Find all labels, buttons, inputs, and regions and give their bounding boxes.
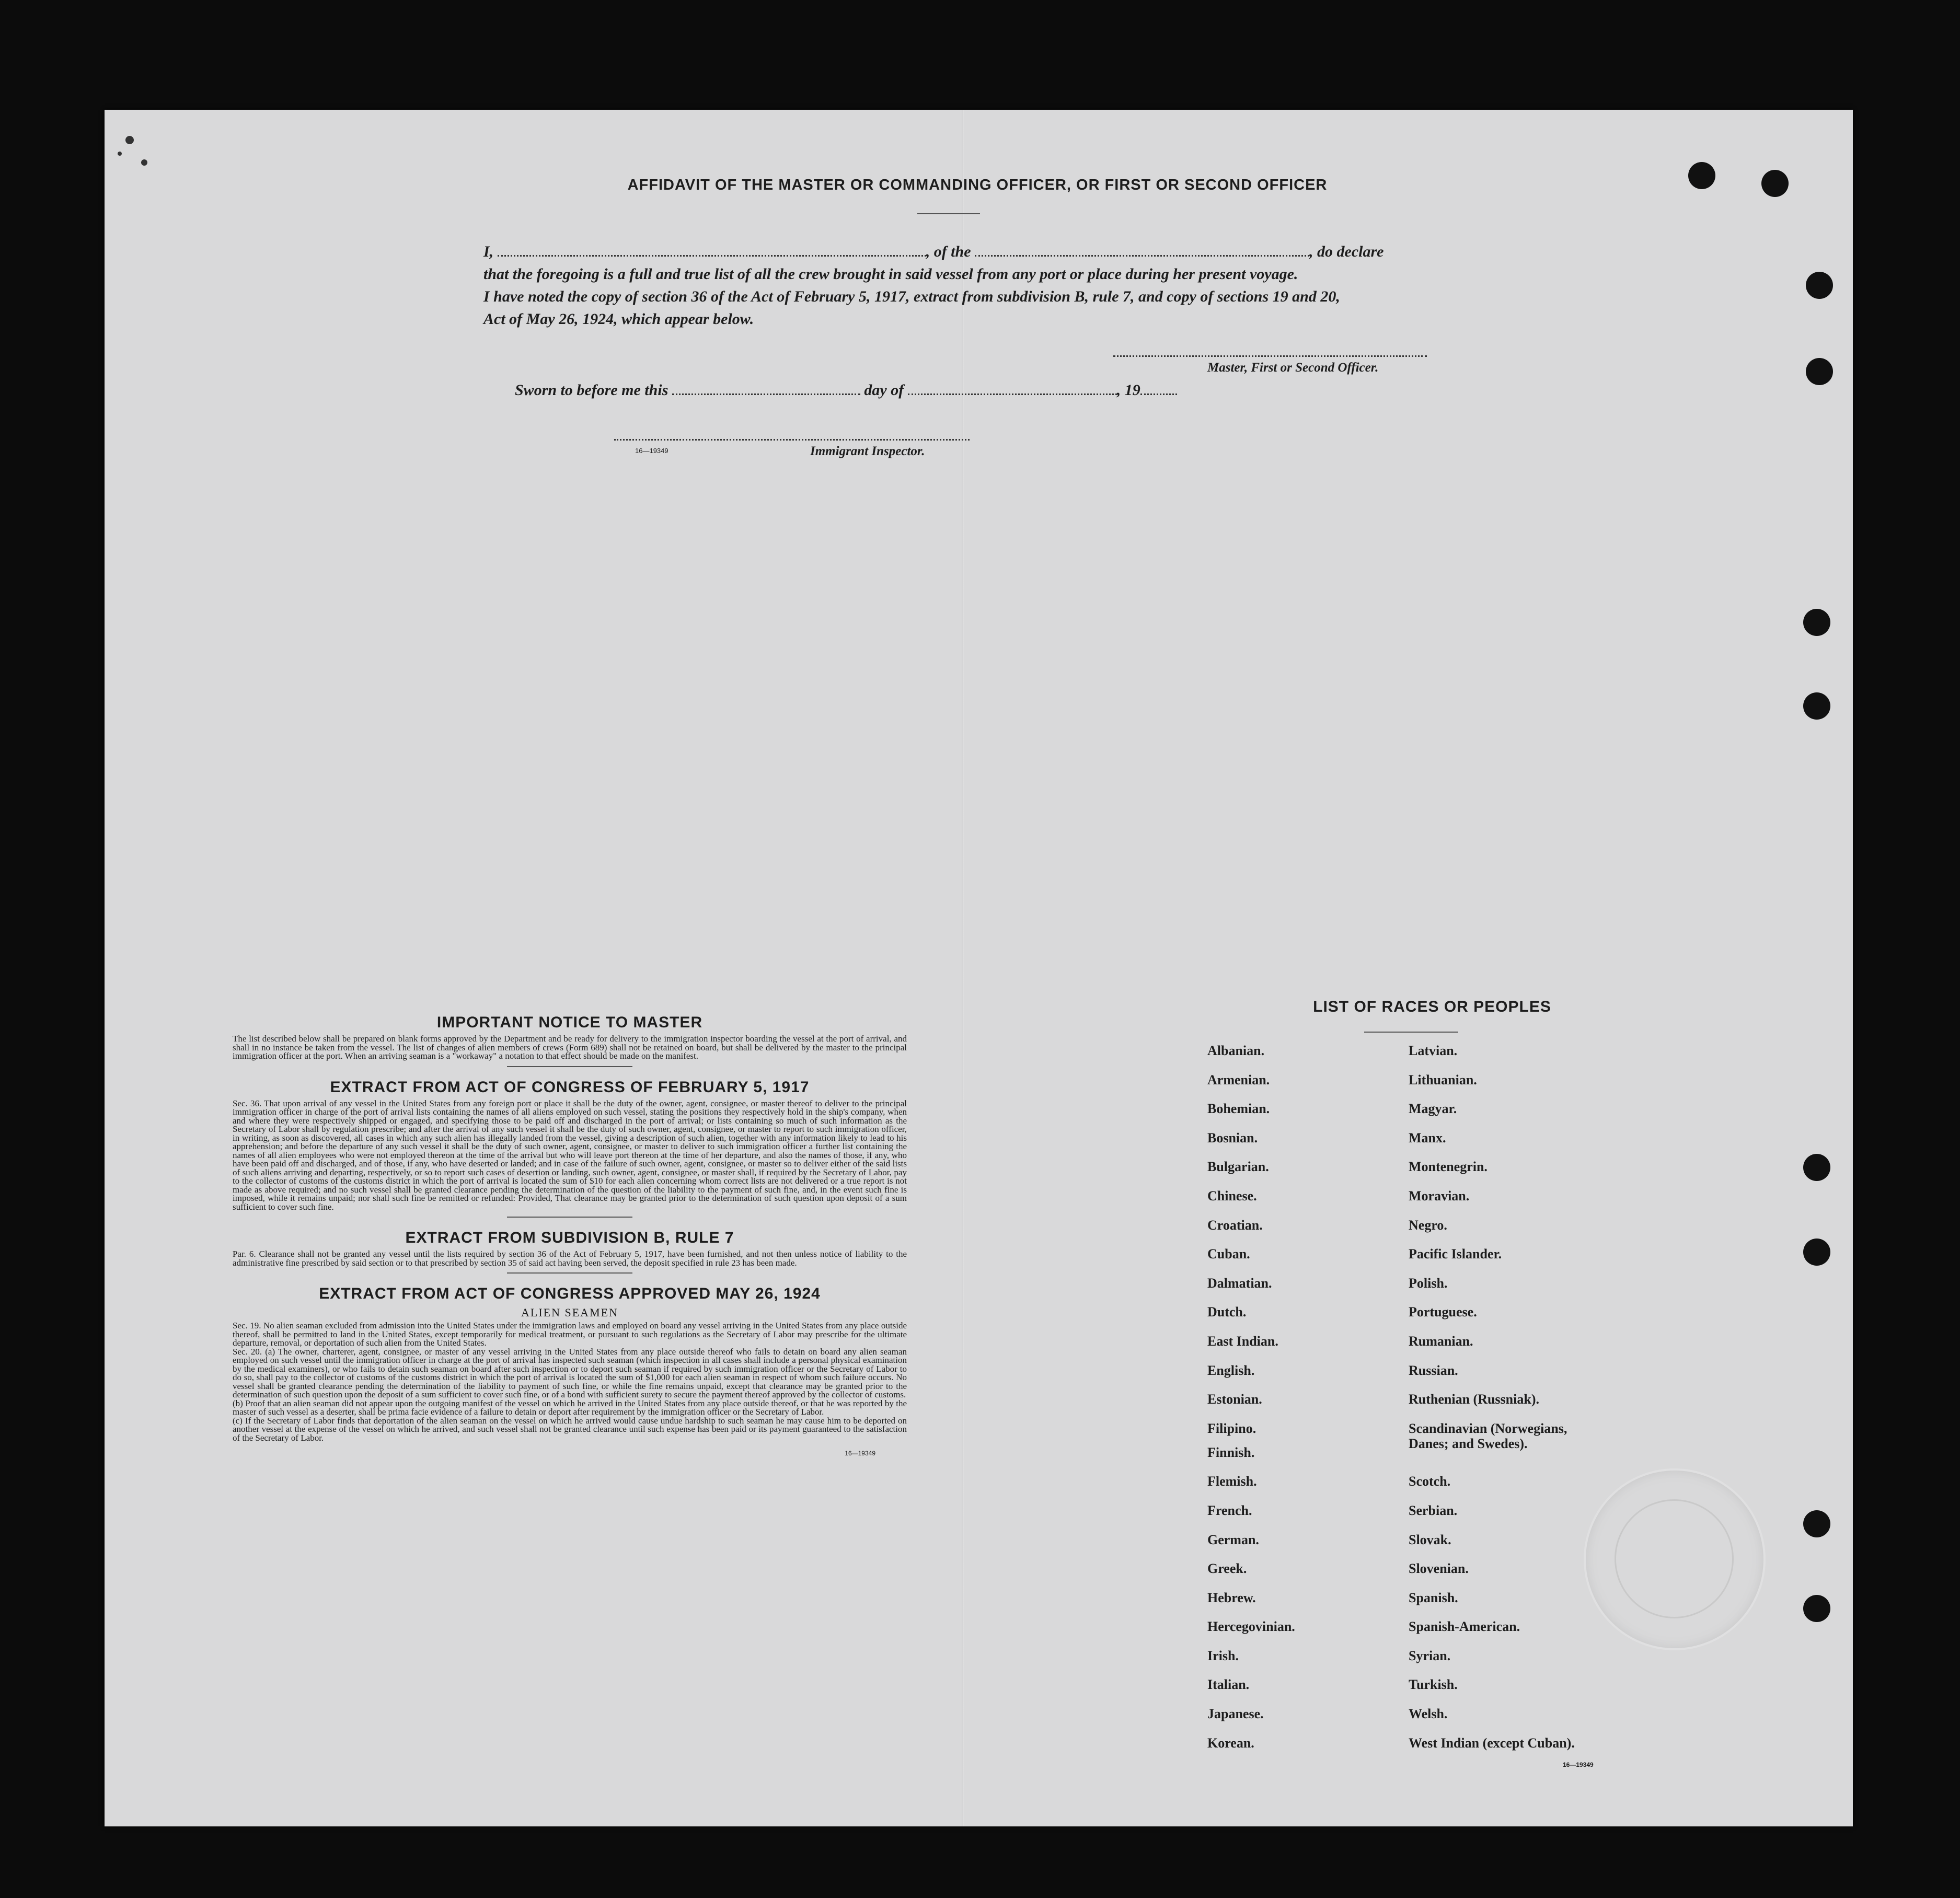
- race-row: [1207, 1590, 1667, 1619]
- notice-body: The list described below shall be prepared on blank forms approved by the Department and be ready for delivery to the immigration inspector boarding the vessel at the port of arrival, and shall in no instance be taken from the vessel. The list of changes of alien members of crews (Form 689) shall not be retained on board, but shall be delivered by the master to the principal immigration officer at the port. When an arriving seaman is a "workaway" a notation to that effect should be made on the manifest.: [233, 1034, 907, 1061]
- race-row: [1207, 1392, 1667, 1421]
- race-name: Japanese.: [1207, 1706, 1264, 1722]
- race-name: East Indian.: [1207, 1333, 1278, 1349]
- race-name: Armenian.: [1207, 1072, 1270, 1087]
- race-name: Negro.: [1409, 1217, 1447, 1233]
- race-name: Russian.: [1409, 1362, 1458, 1378]
- punch-hole: [1806, 358, 1833, 385]
- race-name: Turkish.: [1409, 1677, 1458, 1693]
- race-name: Spanish.: [1409, 1590, 1458, 1605]
- race-row: [1207, 1304, 1667, 1334]
- race-name: Hercegovinian.: [1207, 1619, 1295, 1635]
- sec-20a-body: Sec. 20. (a) The owner, charterer, agent, consignee, or master of any vessel arriving in the United States from any place outside thereof who fails to detain on board any alien seaman employed on such vessel until the immigration officer in charge at the port of arrival has inspected such seaman (which inspection in all cases shall include a personal physical examination by the medical examiners), or who fails to detain such seaman on board after such inspection or to deport such seaman if required by such immigration officer or the Secretary of Labor to do so, shall pay to the collector of customs of the customs district in which the port of arrival is located the sum of $1,000 for each alien seaman in respect of whom such failure occurs. No vessel shall be granted clearance pending the determination of the liability to payment of such fine, or while the fine remains unpaid, except that clearance may be granted prior to the determination of such question upon the deposit of a sum sufficient to cover such fine, or of a bond with sufficient surety to secure the payment thereof approved by the collector of customs.: [233, 1346, 907, 1399]
- race-name: Latvian.: [1409, 1043, 1458, 1058]
- sworn-text: , 19: [1116, 381, 1140, 399]
- race-name: Flemish.: [1207, 1474, 1257, 1489]
- race-name: French.: [1207, 1502, 1252, 1518]
- race-row: [1207, 1218, 1667, 1247]
- race-name: English.: [1207, 1362, 1255, 1378]
- race-name: Pacific Islander.: [1409, 1246, 1502, 1262]
- race-name: Ruthenian (Russniak).: [1409, 1392, 1539, 1407]
- punch-hole: [1803, 1154, 1830, 1181]
- race-name: Hebrew.: [1207, 1590, 1256, 1605]
- affidavit-text: I,: [483, 243, 494, 260]
- extract-1917-title: EXTRACT FROM ACT OF CONGRESS OF FEBRUARY 5, 1917: [330, 1078, 810, 1096]
- race-name: Albanian.: [1207, 1043, 1265, 1058]
- affidavit-text: , of the: [926, 243, 971, 260]
- punch-hole: [1803, 1595, 1830, 1622]
- sworn-text: day of: [864, 381, 904, 399]
- punch-hole: [1761, 170, 1789, 197]
- punch-hole: [1803, 609, 1830, 636]
- punch-hole: [1803, 1239, 1830, 1266]
- sec-20c-body: (c) If the Secretary of Labor finds that deportation of the alien seaman on the vessel on which he arrived would cause undue hardship to such seaman he may cause him to be deported on another vessel at the expense of the vessel on which he arrived, and such vessel shall not be granted clearance until such expense has been paid or its payment guaranteed to the satisfaction of the Secretary of Labor.: [233, 1415, 907, 1443]
- race-name: Magyar.: [1409, 1101, 1457, 1117]
- divider: [507, 1272, 632, 1274]
- race-name: Spanish-American.: [1409, 1619, 1520, 1635]
- race-row: [1207, 1677, 1667, 1706]
- divider: [507, 1217, 632, 1218]
- race-row: [1207, 1363, 1667, 1392]
- race-row: [1207, 1619, 1667, 1648]
- race-row: [1207, 1532, 1667, 1561]
- race-row: [1207, 1246, 1667, 1276]
- race-name: Italian.: [1207, 1677, 1250, 1693]
- race-name: Moravian.: [1409, 1188, 1470, 1203]
- master-signature-line[interactable]: [1113, 355, 1427, 357]
- race-row: [1207, 1648, 1667, 1677]
- inspector-signature-label: Immigrant Inspector.: [810, 444, 925, 458]
- race-name: Welsh.: [1409, 1706, 1448, 1722]
- race-row: [1207, 1561, 1667, 1590]
- race-row: [1207, 1420, 1667, 1451]
- race-row: [1207, 1130, 1667, 1160]
- race-row: [1207, 1474, 1667, 1503]
- vessel-blank[interactable]: [975, 255, 1309, 257]
- race-row: [1207, 1735, 1667, 1765]
- affidavit-line-2: that the foregoing is a full and true list of all the crew brought in said vessel from any port or place during her present voyage.: [483, 265, 1298, 283]
- race-name: Finnish.: [1207, 1444, 1255, 1460]
- race-row: [1207, 1334, 1667, 1363]
- race-name: Bulgarian.: [1207, 1159, 1269, 1175]
- race-row: [1207, 1072, 1667, 1102]
- race-name: Rumanian.: [1409, 1333, 1473, 1349]
- race-name: Korean.: [1207, 1735, 1254, 1751]
- affidavit-line-1: [483, 240, 1456, 263]
- affidavit-line-4: Act of May 26, 1924, which appear below.: [483, 310, 754, 328]
- race-name: Lithuanian.: [1409, 1072, 1477, 1087]
- race-row: [1207, 1043, 1667, 1072]
- divider: [917, 213, 980, 214]
- race-row: [1207, 1101, 1667, 1130]
- race-row: [1207, 1503, 1667, 1532]
- race-name: Polish.: [1409, 1275, 1448, 1291]
- extract-1917-body: Sec. 36. That upon arrival of any vessel in the United States from any foreign port or place it shall be the duty of the owner, agent, consignee, or master thereof to deliver to the principal immigration officer in charge of the port of arrival lists containing the names of all aliens employed on such vessel, stating the positions they respectively hold in the ship's company, when and where they were respectively shipped or engaged, and specifying those to be paid off and discharged in the port of arrival; or lists containing so much of such information as the Secretary of Labor shall by regulation prescribe; and after the arrival of any such vessel it shall be the duty of such owner, agent, consignee, or master to report to such immigration officer, in writing, as soon as discovered, all cases in which any such alien has illegally landed from the vessel, giving a description of such alien, together with any information likely to lead to his apprehension; and before the departure of any such vessel it shall be the duty of such owner, agent, consignee, or master to deliver to such immigration officer a further list containing the names of all alien employees who were not employed thereon at the time of the arrival but who will leave port thereon at the time of her departure, and also the names of those, if any, who have been paid off and discharged, and of those, if any, who have deserted or landed; and in case of the failure of such owner, agent, consignee, or master so to deliver either of the said lists of such aliens arriving and departing, respectively, or so to report such cases of desertion or landing, such owner, agent, consignee, or master shall, if required by the Secretary of Labor, pay to the collector of customs of the customs district in which the port of arrival is located the sum of $10 for each alien concerning whom correct lists are not delivered or a true report is not made as above required; and no such vessel shall be granted clearance pending the determination of the question of the liability to the payment of such fine, and, in the event such fine is imposed, while it remains unpaid; nor shall such fine be remitted or refunded: Provided, That clearance may be granted prior to the determination of such question upon deposit of a sum sufficient to cover such fine.: [233, 1098, 907, 1212]
- inspector-signature-line[interactable]: [614, 439, 970, 441]
- race-name: Slovak.: [1409, 1532, 1451, 1547]
- race-name: Cuban.: [1207, 1246, 1250, 1262]
- extract-1924-title: EXTRACT FROM ACT OF CONGRESS APPROVED MAY 26, 1924: [319, 1285, 821, 1302]
- race-name: Bosnian.: [1207, 1130, 1258, 1145]
- document-sheet: [105, 110, 1853, 1826]
- race-name: Dalmatian.: [1207, 1275, 1272, 1291]
- race-name: Irish.: [1207, 1648, 1239, 1663]
- day-blank[interactable]: [672, 394, 860, 395]
- ink-speck: [118, 152, 122, 156]
- race-name: Montenegrin.: [1409, 1159, 1488, 1175]
- race-name: Estonian.: [1207, 1392, 1262, 1407]
- race-row: [1207, 1276, 1667, 1305]
- race-name: Bohemian.: [1207, 1101, 1270, 1117]
- race-name: Scotch.: [1409, 1474, 1451, 1489]
- year-blank[interactable]: [1140, 394, 1177, 395]
- extract-rule7-title: EXTRACT FROM SUBDIVISION B, RULE 7: [405, 1229, 734, 1246]
- punch-hole: [1803, 692, 1830, 720]
- punch-hole: [1688, 162, 1715, 189]
- race-name: Serbian.: [1409, 1502, 1458, 1518]
- races-list: [1207, 1043, 1667, 1764]
- notice-title: IMPORTANT NOTICE TO MASTER: [436, 1014, 703, 1031]
- extract-rule7-body: Par. 6. Clearance shall not be granted any vessel until the lists required by section 36 of the Act of February 5, 1917, have been furnished, and not then unless notice of liability to the administrative fine prescribed by said section or to that prescribed by section 35 of said act having been served, the deposit specified in rule 23 has been made.: [233, 1249, 907, 1268]
- punch-hole: [1803, 1510, 1830, 1537]
- month-blank[interactable]: [908, 394, 1117, 395]
- ink-speck: [141, 159, 147, 166]
- sec-20b-body: (b) Proof that an alien seaman did not appear upon the outgoing manifest of the vessel on which he arrived in the United States from any place outside thereof, or that he was reported by the master of such vessel as a deserter, shall be prima facie evidence of a failure to detain or deport after requirement by the immigration officer or the Secretary of Labor.: [233, 1398, 907, 1417]
- race-name: Scandinavian (Norwegians, Danes; and Swedes).: [1409, 1420, 1567, 1451]
- race-name: German.: [1207, 1532, 1259, 1547]
- sec-19-body: Sec. 19. No alien seaman excluded from admission into the United States under the immigration laws and employed on board any vessel arriving in the United States from any place outside thereof, shall be permitted to land in the United States, except temporarily for medical treatment, or pursuant to such regulations as the Secretary of Labor may prescribe for the ultimate departure, removal, or deportation of such alien from the United States.: [233, 1321, 907, 1348]
- punch-hole: [1806, 272, 1833, 299]
- form-number: 16—19349: [1563, 1761, 1594, 1768]
- center-fold: [962, 110, 964, 1826]
- race-name: West Indian (except Cuban).: [1409, 1735, 1575, 1751]
- form-number: 16—19349: [845, 1450, 875, 1457]
- sworn-line: [515, 381, 1177, 399]
- race-row: [1207, 1706, 1667, 1735]
- race-name: Manx.: [1409, 1130, 1446, 1145]
- race-name: Slovenian.: [1409, 1561, 1469, 1577]
- race-name: Dutch.: [1207, 1304, 1247, 1320]
- master-signature-label: Master, First or Second Officer.: [1207, 361, 1379, 375]
- form-number: 16—19349: [635, 447, 668, 455]
- sworn-text: Sworn to before me this: [515, 381, 668, 399]
- ink-speck: [125, 136, 134, 144]
- race-row: [1207, 1159, 1667, 1188]
- races-title: LIST OF RACES OR PEOPLES: [1313, 998, 1551, 1015]
- race-name: Syrian.: [1409, 1648, 1451, 1663]
- affidavit-title: AFFIDAVIT OF THE MASTER OR COMMANDING OFFICER, OR FIRST OR SECOND OFFICER: [627, 177, 1328, 193]
- extract-1924-subtitle: ALIEN SEAMEN: [521, 1306, 618, 1319]
- affidavit-line-3: I have noted the copy of section 36 of the Act of February 5, 1917, extract from subdivision B, rule 7, and copy of sections 19 and 20,: [483, 288, 1340, 305]
- affidavit-body: [483, 240, 1456, 330]
- race-name: Filipino.: [1207, 1420, 1256, 1436]
- race-name: Portuguese.: [1409, 1304, 1477, 1320]
- divider: [507, 1066, 632, 1067]
- race-name: Chinese.: [1207, 1188, 1257, 1203]
- race-row: [1207, 1445, 1667, 1474]
- affidavit-text: , do declare: [1309, 243, 1384, 260]
- race-row: [1207, 1188, 1667, 1218]
- legal-extracts: [233, 1014, 907, 1457]
- race-name: Croatian.: [1207, 1217, 1263, 1233]
- race-name: Greek.: [1207, 1561, 1247, 1577]
- name-blank[interactable]: [498, 255, 926, 257]
- divider: [1364, 1032, 1458, 1033]
